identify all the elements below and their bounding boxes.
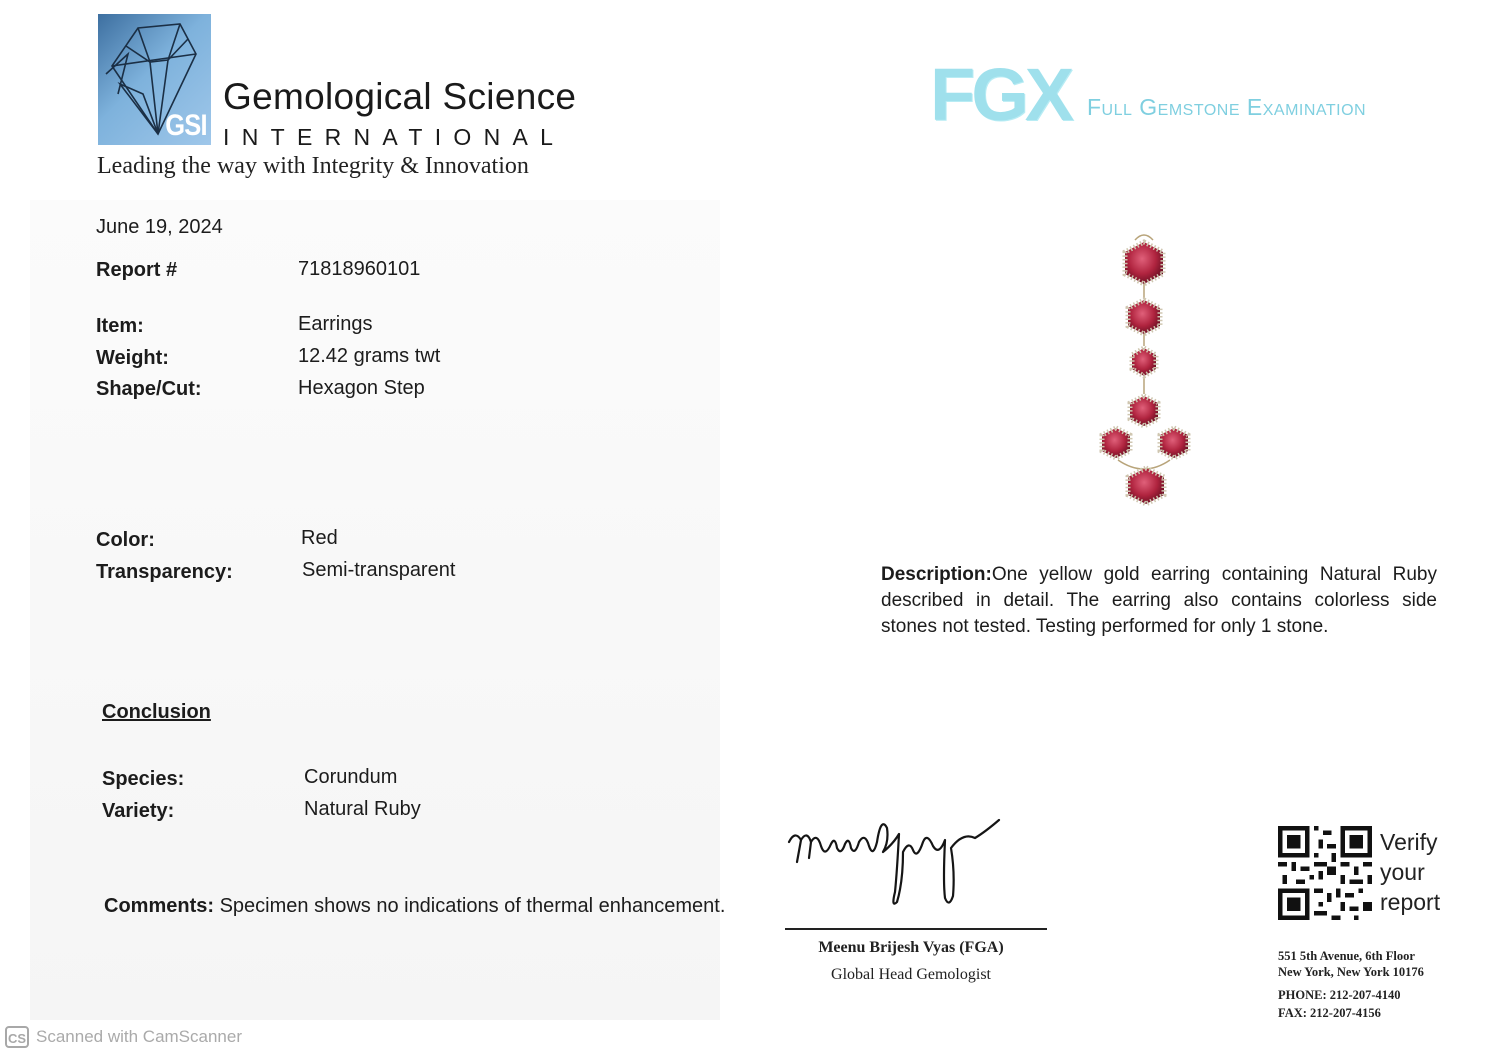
qr-code[interactable] [1278,826,1372,920]
fgx-logo: FGX [930,53,1071,136]
org-name: Gemological Science [223,76,577,117]
verify-report-link[interactable] [1380,827,1440,917]
shape-value: Hexagon Step [298,377,425,399]
signatory-name: Meenu Brijesh Vyas (FGA) [818,939,1004,956]
item-value: Earrings [298,313,373,335]
org-subtitle: INTERNATIONAL [223,124,566,150]
report-number-label: Report # [96,259,178,281]
color-value: Red [301,527,338,549]
comments-text: Specimen shows no indications of thermal enhancement. [219,895,726,917]
description-label: Description: [881,564,992,585]
verify-line-2: your [1380,859,1425,885]
gsi-abbr: GSI [165,109,207,142]
address [1278,949,1424,980]
contact [1278,986,1401,1022]
conclusion-heading: Conclusion [102,701,211,723]
camscanner-watermark: Scanned with CamScanner [36,1027,243,1046]
comments [104,895,725,918]
signature-line [785,928,1047,930]
weight-value: 12.42 grams twt [298,345,441,367]
report-date: June 19, 2024 [96,216,223,238]
signatory-title: Global Head Gemologist [831,966,991,983]
fgx-subtitle: Full Gemstone Examination [1087,94,1367,120]
species-value: Corundum [304,766,398,788]
camscanner-icon: CS [5,1026,29,1048]
report-number: 71818960101 [298,258,421,280]
verify-line-3: report [1380,889,1441,915]
transparency-value: Semi-transparent [302,559,456,581]
species-label: Species: [102,768,185,790]
verify-line-1: Verify [1380,829,1438,855]
tagline: Leading the way with Integrity & Innovation [97,153,529,179]
gsi-logo [98,14,211,145]
phone-number: PHONE: 212-207-4140 [1278,988,1401,1002]
description [881,562,1437,640]
address-line-2: New York, New York 10176 [1278,964,1424,979]
earring-image [1090,228,1200,518]
comments-label: Comments: [104,895,215,917]
fax-number: FAX: 212-207-4156 [1278,1006,1381,1020]
description-text: One yellow gold earring containing Natural Ruby described in detail. The earring also contains colorless side stones not tested. Testing performed for only 1 stone. [881,564,1437,637]
item-label: Item: [96,315,144,337]
color-label: Color: [96,529,155,551]
weight-label: Weight: [96,347,169,369]
variety-label: Variety: [102,800,175,822]
address-line-1: 551 5th Avenue, 6th Floor [1278,949,1415,963]
variety-value: Natural Ruby [304,798,421,820]
signature-image [785,812,1010,912]
shape-label: Shape/Cut: [96,378,202,400]
transparency-label: Transparency: [96,561,233,583]
